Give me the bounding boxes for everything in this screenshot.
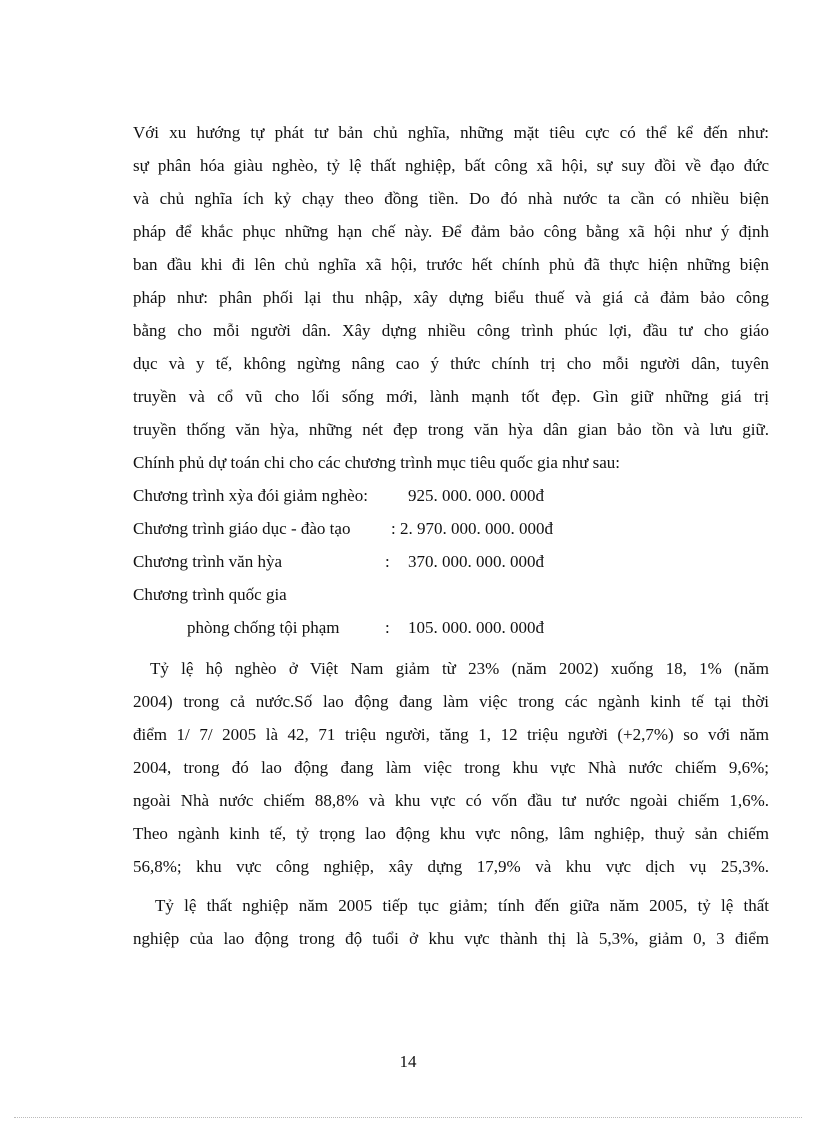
paragraph-line: Chính phủ dự toán chi cho các chương trình mục tiêu quốc gia như sau: [133, 453, 621, 472]
paragraph-line: Tỷ lệ hộ nghèo ở Việt Nam giảm từ 23% (năm 2002) xuống 18, 1% (năm [150, 659, 769, 678]
paragraph-line: ngoài Nhà nước chiếm 88,8% và khu vực có vốn đầu tư nước ngoài chiếm 1,6%. [133, 791, 769, 810]
program-amount: 105. 000. 000. 000đ [408, 618, 544, 637]
program-label: Chương trình xỳa đói giảm nghèo: [133, 486, 368, 505]
paragraph-line: sự phân hóa giàu nghèo, tỷ lệ thất nghiệp, bất công xã hội, sự suy đồi về đạo đức [133, 156, 769, 175]
program-label: Chương trình quốc gia [133, 585, 287, 604]
program-colon: : [385, 618, 390, 637]
program-colon: : [385, 552, 390, 571]
program-label: Chương trình văn hỳa [133, 552, 282, 571]
paragraph-line: Theo ngành kinh tế, tỷ trọng lao động khu vực nông, lâm nghiệp, thuỷ sản chiếm [133, 824, 769, 843]
paragraph-line: điểm 1/ 7/ 2005 là 42, 71 triệu người, tăng 1, 12 triệu người (+2,7%) so với năm [133, 725, 769, 744]
paragraph-line: ban đầu khi đi lên chủ nghĩa xã hội, trước hết chính phủ đã thực hiện những biện [133, 255, 769, 274]
paragraph-line: và chủ nghĩa ích kỷ chạy theo đồng tiền. Do đó nhà nước ta cần có nhiều biện [133, 189, 769, 208]
paragraph-line: Tỷ lệ thất nghiệp năm 2005 tiếp tục giảm; tính đến giữa năm 2005, tỷ lệ thất [155, 896, 769, 915]
paragraph-line: bằng cho mỗi người dân. Xây dựng nhiều công trình phúc lợi, đầu tư cho giáo [133, 321, 769, 340]
paragraph-line: pháp để khắc phục những hạn chế này. Để đảm bảo công bằng xã hội như ý định [133, 222, 769, 241]
program-amount: 370. 000. 000. 000đ [408, 552, 544, 571]
paragraph-line: truyền thống văn hỳa, những nét đẹp trong văn hỳa dân gian bảo tồn và lưu giữ. [133, 420, 769, 439]
paragraph-line: Với xu hướng tự phát tư bản chủ nghĩa, những mặt tiêu cực có thể kể đến như: [133, 123, 769, 142]
page-number: 14 [399, 1052, 417, 1071]
paragraph-line: nghiệp của lao động trong độ tuổi ở khu vực thành thị là 5,3%, giảm 0, 3 điểm [133, 929, 769, 948]
paragraph-line: 2004, trong đó lao động đang làm việc trong khu vực Nhà nước chiếm 9,6%; [133, 758, 769, 777]
paragraph-line: 2004) trong cả nước.Số lao động đang làm việc trong các ngành kinh tế tại thời [133, 692, 769, 711]
program-amount: 925. 000. 000. 000đ [408, 486, 544, 505]
program-amount: : 2. 970. 000. 000. 000đ [391, 519, 553, 538]
paragraph-line: pháp như: phân phối lại thu nhập, xây dựng biểu thuế và giá cả đảm bảo công [133, 288, 769, 307]
paragraph-line: truyền và cổ vũ cho lối sống mới, lành mạnh tốt đẹp. Gìn giữ những giá trị [133, 387, 769, 406]
program-label: phòng chống tội phạm [187, 618, 340, 637]
page-bottom-border [14, 1117, 802, 1118]
paragraph-line: 56,8%; khu vực công nghiệp, xây dựng 17,9% và khu vực dịch vụ 25,3%. [133, 857, 769, 876]
program-label: Chương trình giáo dục - đào tạo [133, 519, 351, 538]
paragraph-line: dục và y tế, không ngừng nâng cao ý thức chính trị cho mỗi người dân, tuyên [133, 354, 769, 373]
